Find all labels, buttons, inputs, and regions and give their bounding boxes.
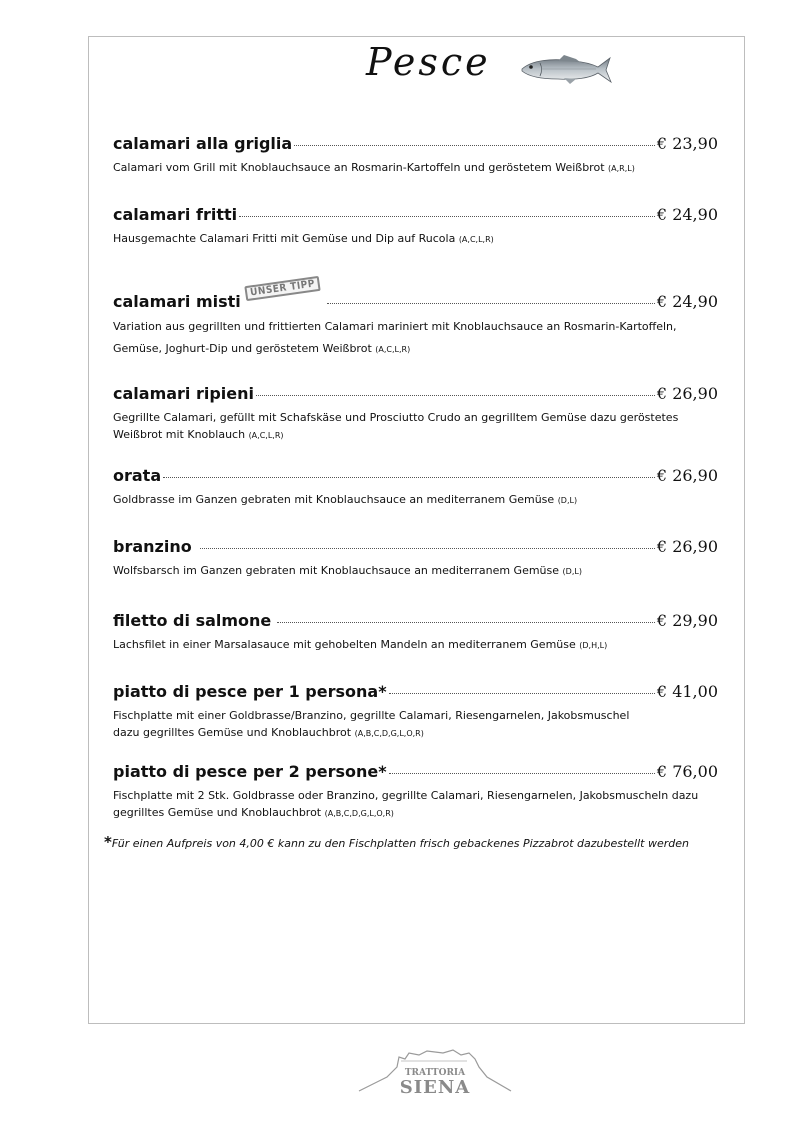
item-description [113, 707, 718, 742]
description-line-1: Fischplatte mit einer Goldbrasse/Branzino, gegrillte Calamari, Riesengarnelen, Jakobsmuschel [113, 709, 630, 722]
dot-leader [389, 693, 655, 694]
menu-item [113, 682, 718, 742]
description-line-1: Variation aus gegrillten und frittierten Calamari mariniert mit Knoblauchsauce an Rosmarin-Kartoffeln, [113, 320, 677, 333]
recommendation-badge: UNSER TIPP [244, 276, 321, 301]
allergen-codes: (D,L) [562, 567, 582, 576]
item-name: piatto di pesce per 2 persone* [113, 762, 387, 781]
allergen-codes: (A,B,C,D,G,L,O,R) [354, 729, 424, 738]
allergen-codes: (D,L) [557, 496, 578, 505]
menu-item [113, 292, 718, 361]
footnote [0, 833, 793, 851]
description-text: Hausgemachte Calamari Fritti mit Gemüse und Dip auf Rucola [113, 232, 456, 245]
item-price: € 26,90 [656, 384, 718, 403]
item-price: € 26,90 [656, 466, 718, 485]
item-name: orata [113, 466, 162, 485]
dot-leader [389, 773, 655, 774]
item-name: branzino [113, 537, 192, 556]
menu-item [113, 611, 718, 654]
item-name: filetto di salmone [113, 611, 272, 630]
menu-item [113, 384, 718, 444]
logo-line-2: SIENA [399, 1077, 471, 1097]
description-text: Goldbrasse im Ganzen gebraten mit Knoblauchsauce an mediterranem Gemüse [113, 493, 555, 506]
allergen-codes: (A,R,L) [608, 164, 635, 173]
description-text: Weißbrot mit Knoblauch [113, 428, 246, 441]
trattoria-siena-logo [357, 1047, 513, 1097]
item-description [113, 409, 718, 444]
item-name: calamari fritti [113, 205, 238, 224]
item-price: € 26,90 [656, 537, 718, 556]
allergen-codes: (A,C,L,R) [248, 431, 284, 440]
item-price: € 23,90 [656, 134, 718, 153]
dot-leader [256, 395, 655, 396]
item-description [113, 491, 718, 509]
description-line-1: Fischplatte mit 2 Stk. Goldbrasse oder Branzino, gegrillte Calamari, Riesengarnelen, Jakobsmuscheln dazu [113, 789, 699, 802]
description-text: Gemüse, Joghurt-Dip und geröstetem Weißbrot [113, 342, 372, 355]
allergen-codes: (D,H,L) [579, 641, 608, 650]
dot-leader [163, 477, 655, 478]
item-price: € 24,90 [656, 292, 718, 311]
dot-leader [239, 216, 655, 217]
dot-leader [277, 622, 655, 623]
asterisk: * [104, 833, 112, 851]
allergen-codes: (A,C,L,R) [375, 345, 411, 354]
logo-line-1: TRATTORIA [404, 1068, 466, 1078]
description-text: dazu gegrilltes Gemüse und Knoblauchbrot [113, 726, 352, 739]
description-text: Lachsfilet in einer Marsalasauce mit gehobelten Mandeln an mediterranem Gemüse [113, 638, 576, 651]
item-name: calamari alla griglia [113, 134, 293, 153]
page-title: Pesce [366, 40, 491, 84]
menu-item [113, 205, 718, 248]
description-line-1: Gegrillte Calamari, gefüllt mit Schafskäse und Prosciutto Crudo an gegrilltem Gemüse dazu geröstetes [113, 411, 679, 424]
item-name: piatto di pesce per 1 persona* [113, 682, 387, 701]
dot-leader [294, 145, 655, 146]
dot-leader [200, 548, 655, 549]
dot-leader [327, 303, 655, 304]
menu-item [113, 537, 718, 580]
item-name: calamari ripieni [113, 384, 255, 403]
fish-icon [518, 52, 614, 88]
item-name: calamari misti [113, 292, 241, 311]
item-description [113, 636, 718, 654]
menu-item [113, 762, 718, 822]
item-description [113, 230, 718, 248]
footnote-text: Für einen Aufpreis von 4,00 € kann zu den Fischplatten frisch gebackenes Pizzabrot dazubestellt werden [111, 837, 689, 850]
description-line-2 [113, 338, 718, 361]
description-line-2 [113, 804, 718, 822]
item-price: € 76,00 [656, 762, 718, 781]
menu-page-frame [88, 36, 745, 1024]
description-text: gegrilltes Gemüse und Knoblauchbrot [113, 806, 322, 819]
description-line-2 [113, 724, 718, 742]
item-description [113, 562, 718, 580]
menu-item [113, 466, 718, 509]
item-description [113, 316, 718, 361]
item-description [113, 159, 718, 177]
description-line-2 [113, 426, 718, 444]
item-price: € 29,90 [656, 611, 718, 630]
allergen-codes: (A,B,C,D,G,L,O,R) [324, 809, 394, 818]
description-text: Calamari vom Grill mit Knoblauchsauce an Rosmarin-Kartoffeln und geröstetem Weißbrot [113, 161, 605, 174]
description-text: Wolfsbarsch im Ganzen gebraten mit Knoblauchsauce an mediterranem Gemüse [113, 564, 560, 577]
allergen-codes: (A,C,L,R) [458, 235, 494, 244]
item-price: € 24,90 [656, 205, 718, 224]
item-price: € 41,00 [656, 682, 718, 701]
item-description [113, 787, 718, 822]
menu-item [113, 134, 718, 177]
